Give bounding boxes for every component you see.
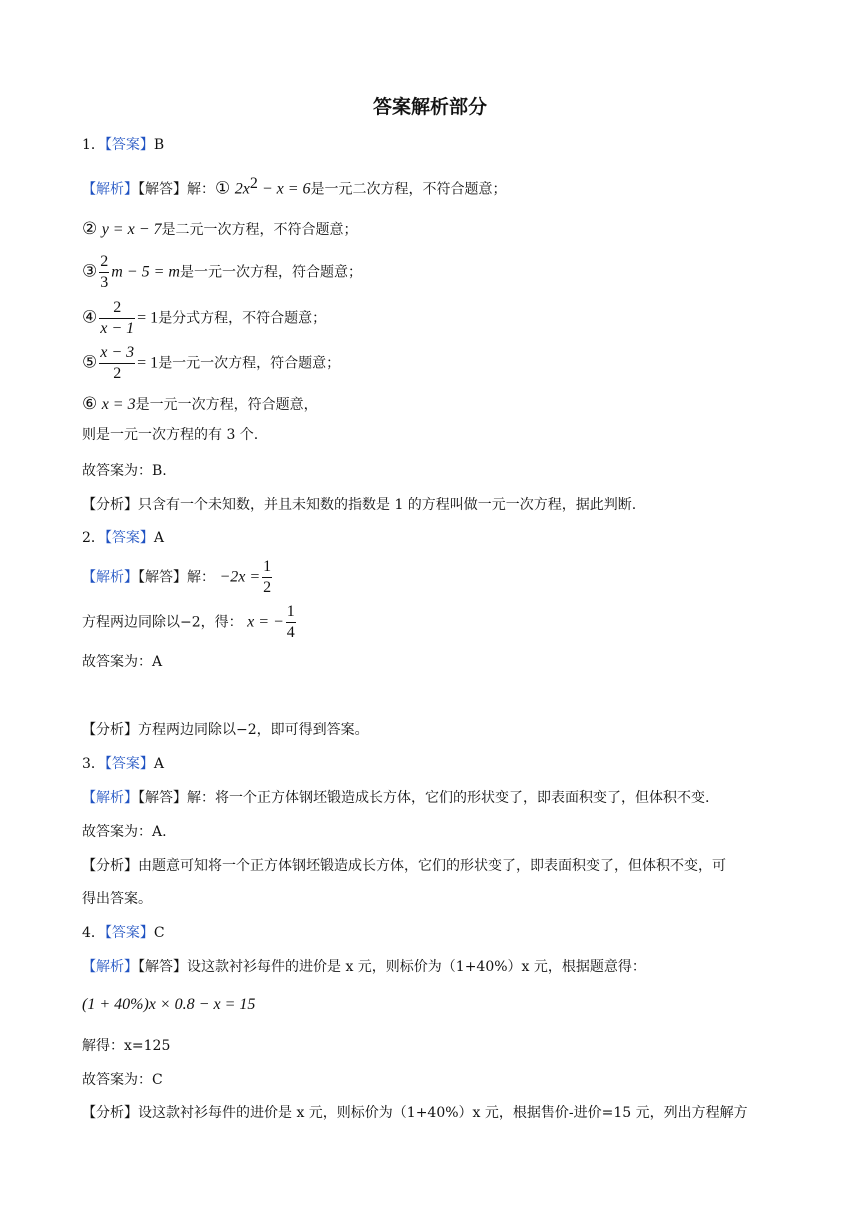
answer-tag: 【答案】 xyxy=(104,925,154,941)
fenxi-tag: 【分析】 xyxy=(82,1105,138,1121)
q4-analysis-text: 设这款衬衫每件的进价是 x 元，则标价为（1+40%）x 元，根据售价-进价=15 元，列出方程解方 xyxy=(138,1105,748,1121)
q2-fraction-1-denominator: 2 xyxy=(263,579,272,596)
q1-eq4: = 1 xyxy=(137,309,159,327)
q1-fraction-5-denominator: 2 xyxy=(113,365,122,382)
q4-solution xyxy=(82,957,646,977)
q1-analysis-text: 只含有一个未知数，并且未知数的指数是 1 的方程叫做一元一次方程，据此判断. xyxy=(138,497,637,513)
q1-fraction-3-numerator: 2 xyxy=(99,252,109,273)
q1-eq1-exponent: 2 xyxy=(249,175,258,192)
q4-answer-line xyxy=(82,923,165,943)
jieda-tag: 【解答】 xyxy=(138,181,187,198)
q1-fraction-5-numerator: x − 3 xyxy=(99,343,135,364)
q2-answer-line xyxy=(82,528,164,548)
q3-solution xyxy=(82,788,709,808)
q1-eq6-text: 是一元一次方程，符合题意， xyxy=(135,397,318,413)
q1-fraction-4-numerator: 2 xyxy=(99,298,135,319)
q2-eq2: x = − xyxy=(247,613,284,631)
q1-eq6: x = 3 xyxy=(101,396,136,413)
q2-fraction-1-numerator: 1 xyxy=(262,557,272,578)
q1-solution-line-5 xyxy=(82,343,340,384)
q2-eq1: −2x = xyxy=(219,568,261,586)
jieda-tag: 【解答】 xyxy=(138,959,187,975)
jieda-tag: 【解答】 xyxy=(138,569,187,586)
q1-fraction-3-denominator: 3 xyxy=(100,274,109,291)
page-title: 答案解析部分 xyxy=(372,96,487,118)
q4-answer: C xyxy=(153,925,165,941)
fenxi-tag: 【分析】 xyxy=(82,858,138,874)
q1-fraction-3 xyxy=(99,252,109,293)
q2-analysis-text: 方程两边同除以−2，即可得到答案。 xyxy=(138,722,369,738)
jiexi-tag: 【解析】 xyxy=(82,790,138,806)
q3-final-answer: 故答案为：A. xyxy=(82,824,167,840)
q3-answer-line xyxy=(82,754,164,774)
jieda-tag: 【解答】 xyxy=(138,790,187,806)
q2-analysis xyxy=(82,720,369,740)
q2-fraction-1 xyxy=(262,557,272,598)
q3-answer: A xyxy=(153,756,165,772)
q4-solution-text: 设这款衬衫每件的进价是 x 元，则标价为（1+40%）x 元，根据题意得： xyxy=(187,959,646,975)
q1-eq5: = 1 xyxy=(137,354,159,372)
q1-final-answer: 故答案为：B. xyxy=(82,463,167,479)
q1-solution-line-4 xyxy=(82,298,326,339)
circled-5: ⑤ xyxy=(82,352,98,373)
q3-solution-text: 解：将一个正方体钢坯锻造成长方体，它们的形状变了，即表面积变了，但体积不变. xyxy=(187,790,710,806)
fenxi-tag: 【分析】 xyxy=(82,497,138,513)
q2-solution-line-2 xyxy=(82,602,298,643)
q1-eq3-text: 是一元一次方程，符合题意； xyxy=(179,264,362,281)
circled-1: ① xyxy=(215,178,231,199)
q4-result: 解得：x=125 xyxy=(82,1038,171,1054)
q1-answer: B xyxy=(153,137,165,153)
fenxi-tag: 【分析】 xyxy=(82,722,138,738)
circled-6: ⑥ xyxy=(82,394,98,414)
q3-analysis-continued: 得出答案。 xyxy=(82,891,152,907)
q2-solution-line-1 xyxy=(82,557,274,598)
q2-fraction-2-numerator: 1 xyxy=(286,602,296,623)
q2-fraction-2 xyxy=(286,602,296,643)
q1-eq1-text: 是一元二次方程，不符合题意； xyxy=(310,181,507,198)
q1-eq4-text: 是分式方程，不符合题意； xyxy=(158,310,327,327)
q4-equation xyxy=(82,995,255,1015)
q1-analysis xyxy=(82,495,636,515)
q1-solution-line-6 xyxy=(82,394,318,415)
answer-tag: 【答案】 xyxy=(104,530,154,546)
q1-number: 1． xyxy=(82,137,105,153)
q1-eq2: y = x − 7 xyxy=(101,221,162,238)
q1-eq3: m − 5 = m xyxy=(111,263,180,281)
q1-eq5-text: 是一元一次方程，符合题意； xyxy=(158,355,341,372)
q4-final-answer: 故答案为：C xyxy=(82,1072,163,1088)
q1-eq1-part-b: − x = 6 xyxy=(257,180,311,198)
circled-2: ② xyxy=(82,219,98,239)
q2-step-text: 方程两边同除以−2，得： xyxy=(82,614,243,631)
q4-number: 4． xyxy=(82,925,105,941)
answer-tag: 【答案】 xyxy=(104,137,154,153)
circled-3: ③ xyxy=(82,261,98,282)
q2-solution-prefix: 解： xyxy=(187,569,215,586)
circled-4: ④ xyxy=(82,307,98,328)
q1-fraction-4-denominator: x − 1 xyxy=(100,320,135,337)
q1-fraction-4 xyxy=(99,298,135,339)
q1-solution-line-1 xyxy=(82,174,507,200)
jiexi-tag: 【解析】 xyxy=(82,959,138,975)
q3-number: 3． xyxy=(82,756,105,772)
q2-number: 2． xyxy=(82,530,105,546)
q1-eq1-part-a: 2x xyxy=(234,180,250,198)
q1-solution-line-3 xyxy=(82,252,362,293)
q4-equation-text: (1 + 40%)x × 0.8 − x = 15 xyxy=(82,996,256,1013)
jiexi-tag: 【解析】 xyxy=(82,569,138,586)
jiexi-tag: 【解析】 xyxy=(82,181,138,198)
q2-final-answer: 故答案为：A xyxy=(82,654,163,670)
q3-analysis-text: 由题意可知将一个正方体钢坯锻造成长方体，它们的形状变了，即表面积变了，但体积不变，可 xyxy=(138,858,726,874)
q4-analysis xyxy=(82,1103,748,1123)
q1-answer-line xyxy=(82,135,164,155)
q1-conclusion: 则是一元一次方程的有 3 个. xyxy=(82,427,259,443)
answer-tag: 【答案】 xyxy=(104,756,154,772)
q1-fraction-5 xyxy=(99,343,135,384)
q1-eq2-text: 是二元一次方程，不符合题意； xyxy=(161,222,358,238)
q3-analysis xyxy=(82,856,726,876)
q2-fraction-2-denominator: 4 xyxy=(286,624,295,641)
q1-solution-prefix: 解： xyxy=(187,181,215,198)
q2-answer: A xyxy=(153,530,165,546)
q1-solution-line-2 xyxy=(82,219,358,240)
